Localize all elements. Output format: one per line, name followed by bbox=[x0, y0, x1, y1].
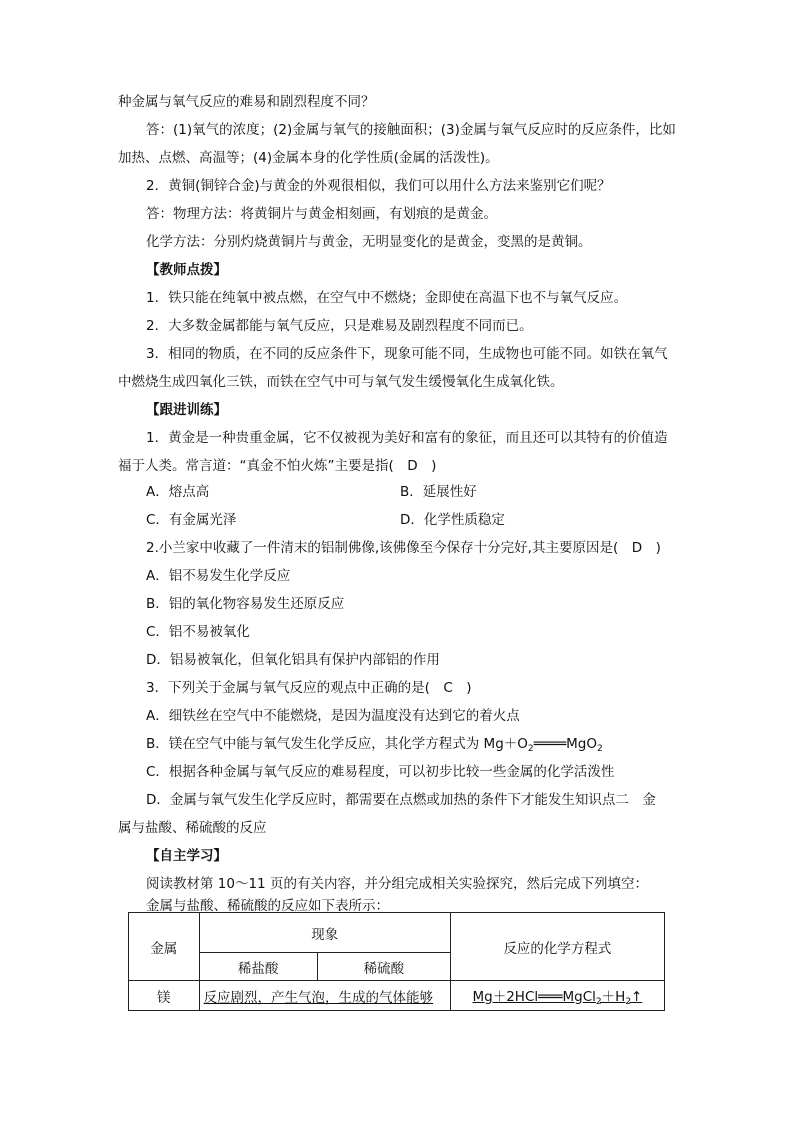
option-d: D．铝易被氧化，但氧化铝具有保护内部铝的作用 bbox=[146, 652, 440, 668]
option-c: C．有金属光泽 bbox=[146, 512, 237, 528]
equation-part: Mg＋2HCl═══MgCl bbox=[472, 988, 596, 1005]
reaction-table bbox=[128, 912, 665, 1010]
text-line: 1．铁只能在纯氧中被点燃，在空气中不燃烧；金即使在高温下也不与氧气反应。 bbox=[146, 290, 628, 306]
cell-equation bbox=[450, 981, 664, 1011]
equation-arrow: ════ bbox=[533, 736, 567, 752]
option-c: C．铝不易被氧化 bbox=[146, 624, 250, 640]
equation-text bbox=[473, 989, 643, 1005]
subscript: 2 bbox=[595, 996, 602, 1007]
text-line: 3．相同的物质，在不同的反应条件下，现象可能不同，生成物也可能不同。如铁在氧气 bbox=[146, 346, 668, 362]
subscript: 2 bbox=[625, 996, 632, 1007]
question-line: 1．黄金是一种贵重金属，它不仅被视为美好和富有的象征，而且还可以其特有的价值造 bbox=[146, 430, 668, 446]
header-h2so4: 稀硫酸 bbox=[317, 953, 450, 981]
subscript: 2 bbox=[597, 744, 603, 754]
question-line: 福于人类。常言道：“真金不怕火炼”主要是指( D ) bbox=[118, 458, 437, 474]
text-line: 2．大多数金属都能与氧气反应，只是难易及剧烈程度不同而已。 bbox=[146, 318, 533, 334]
section-heading-self-study: 【自主学习】 bbox=[146, 848, 227, 864]
option-a: A．细铁丝在空气中不能燃烧，是因为温度没有达到它的着火点 bbox=[146, 708, 520, 724]
text-line: 种金属与氧气反应的难易和剧烈程度不同？ bbox=[118, 94, 375, 110]
text-line: 加热、点燃、高温等；(4)金属本身的化学性质(金属的活泼性)。 bbox=[118, 150, 499, 166]
option-b bbox=[146, 734, 603, 759]
question-line: 3．下列关于金属与氧气反应的观点中正确的是( C ) bbox=[146, 680, 472, 696]
answer-line: 答：(1)氧气的浓度；(2)金属与氧气的接触面积；(3)金属与氧气反应时的反应条件，比如 bbox=[146, 122, 676, 138]
cell-phenomenon bbox=[199, 981, 450, 1011]
option-b-text: B．镁在空气中能与氧气发生化学反应，其化学方程式为 Mg＋O bbox=[146, 736, 528, 752]
gas-arrow: ↑ bbox=[631, 988, 643, 1005]
header-equation: 反应的化学方程式 bbox=[450, 913, 664, 981]
equation-part: ＋H bbox=[601, 988, 626, 1005]
section-heading-teacher: 【教师点拨】 bbox=[146, 262, 227, 278]
subscript: 2 bbox=[527, 744, 534, 754]
cell-hcl-text: 反应剧烈，产生气泡，生成的气体能够 bbox=[203, 989, 434, 1006]
header-metal: 金属 bbox=[129, 913, 200, 981]
answer-line: 答：物理方法：将黄铜片与黄金相刻画，有划痕的是黄金。 bbox=[146, 206, 497, 222]
option-b: B．铝的氧化物容易发生还原反应 bbox=[146, 596, 345, 612]
option-c: C．根据各种金属与氧气反应的难易程度，可以初步比较一些金属的化学活泼性 bbox=[146, 764, 615, 780]
header-hcl: 稀盐酸 bbox=[199, 953, 317, 981]
text-line: 金属与盐酸、稀硫酸的反应如下表所示： bbox=[146, 898, 389, 914]
text-line: 阅读教材第 10～11 页的有关内容，并分组完成相关实验探究，然后完成下列填空： bbox=[146, 876, 648, 892]
text-line: 中燃烧生成四氧化三铁，而铁在空气中可与氧气发生缓慢氧化生成氧化铁。 bbox=[118, 374, 564, 390]
question-line: 2．黄铜(铜锌合金)与黄金的外观很相似，我们可以用什么方法来鉴别它们呢？ bbox=[146, 178, 611, 194]
equation-product: MgO bbox=[566, 736, 597, 752]
header-phenomenon: 现象 bbox=[199, 913, 450, 953]
question-line: 2.小兰家中收藏了一件清末的铝制佛像,该佛像至今保存十分完好,其主要原因是( D ) bbox=[146, 540, 661, 556]
option-d: D．金属与氧气发生化学反应时，都需要在点燃或加热的条件下才能发生知识点二 金 bbox=[146, 792, 656, 808]
text-line: 化学方法：分别灼烧黄铜片与黄金，无明显变化的是黄金，变黑的是黄铜。 bbox=[146, 234, 592, 250]
option-a: A．熔点高 bbox=[146, 484, 210, 500]
option-b: B．延展性好 bbox=[400, 484, 477, 500]
option-a: A．铝不易发生化学反应 bbox=[146, 568, 291, 584]
option-d: D．化学性质稳定 bbox=[400, 512, 505, 528]
cell-metal: 镁 bbox=[129, 981, 200, 1011]
section-heading-practice: 【跟进训练】 bbox=[146, 402, 227, 418]
text-line: 属与盐酸、稀硫酸的反应 bbox=[118, 820, 267, 836]
